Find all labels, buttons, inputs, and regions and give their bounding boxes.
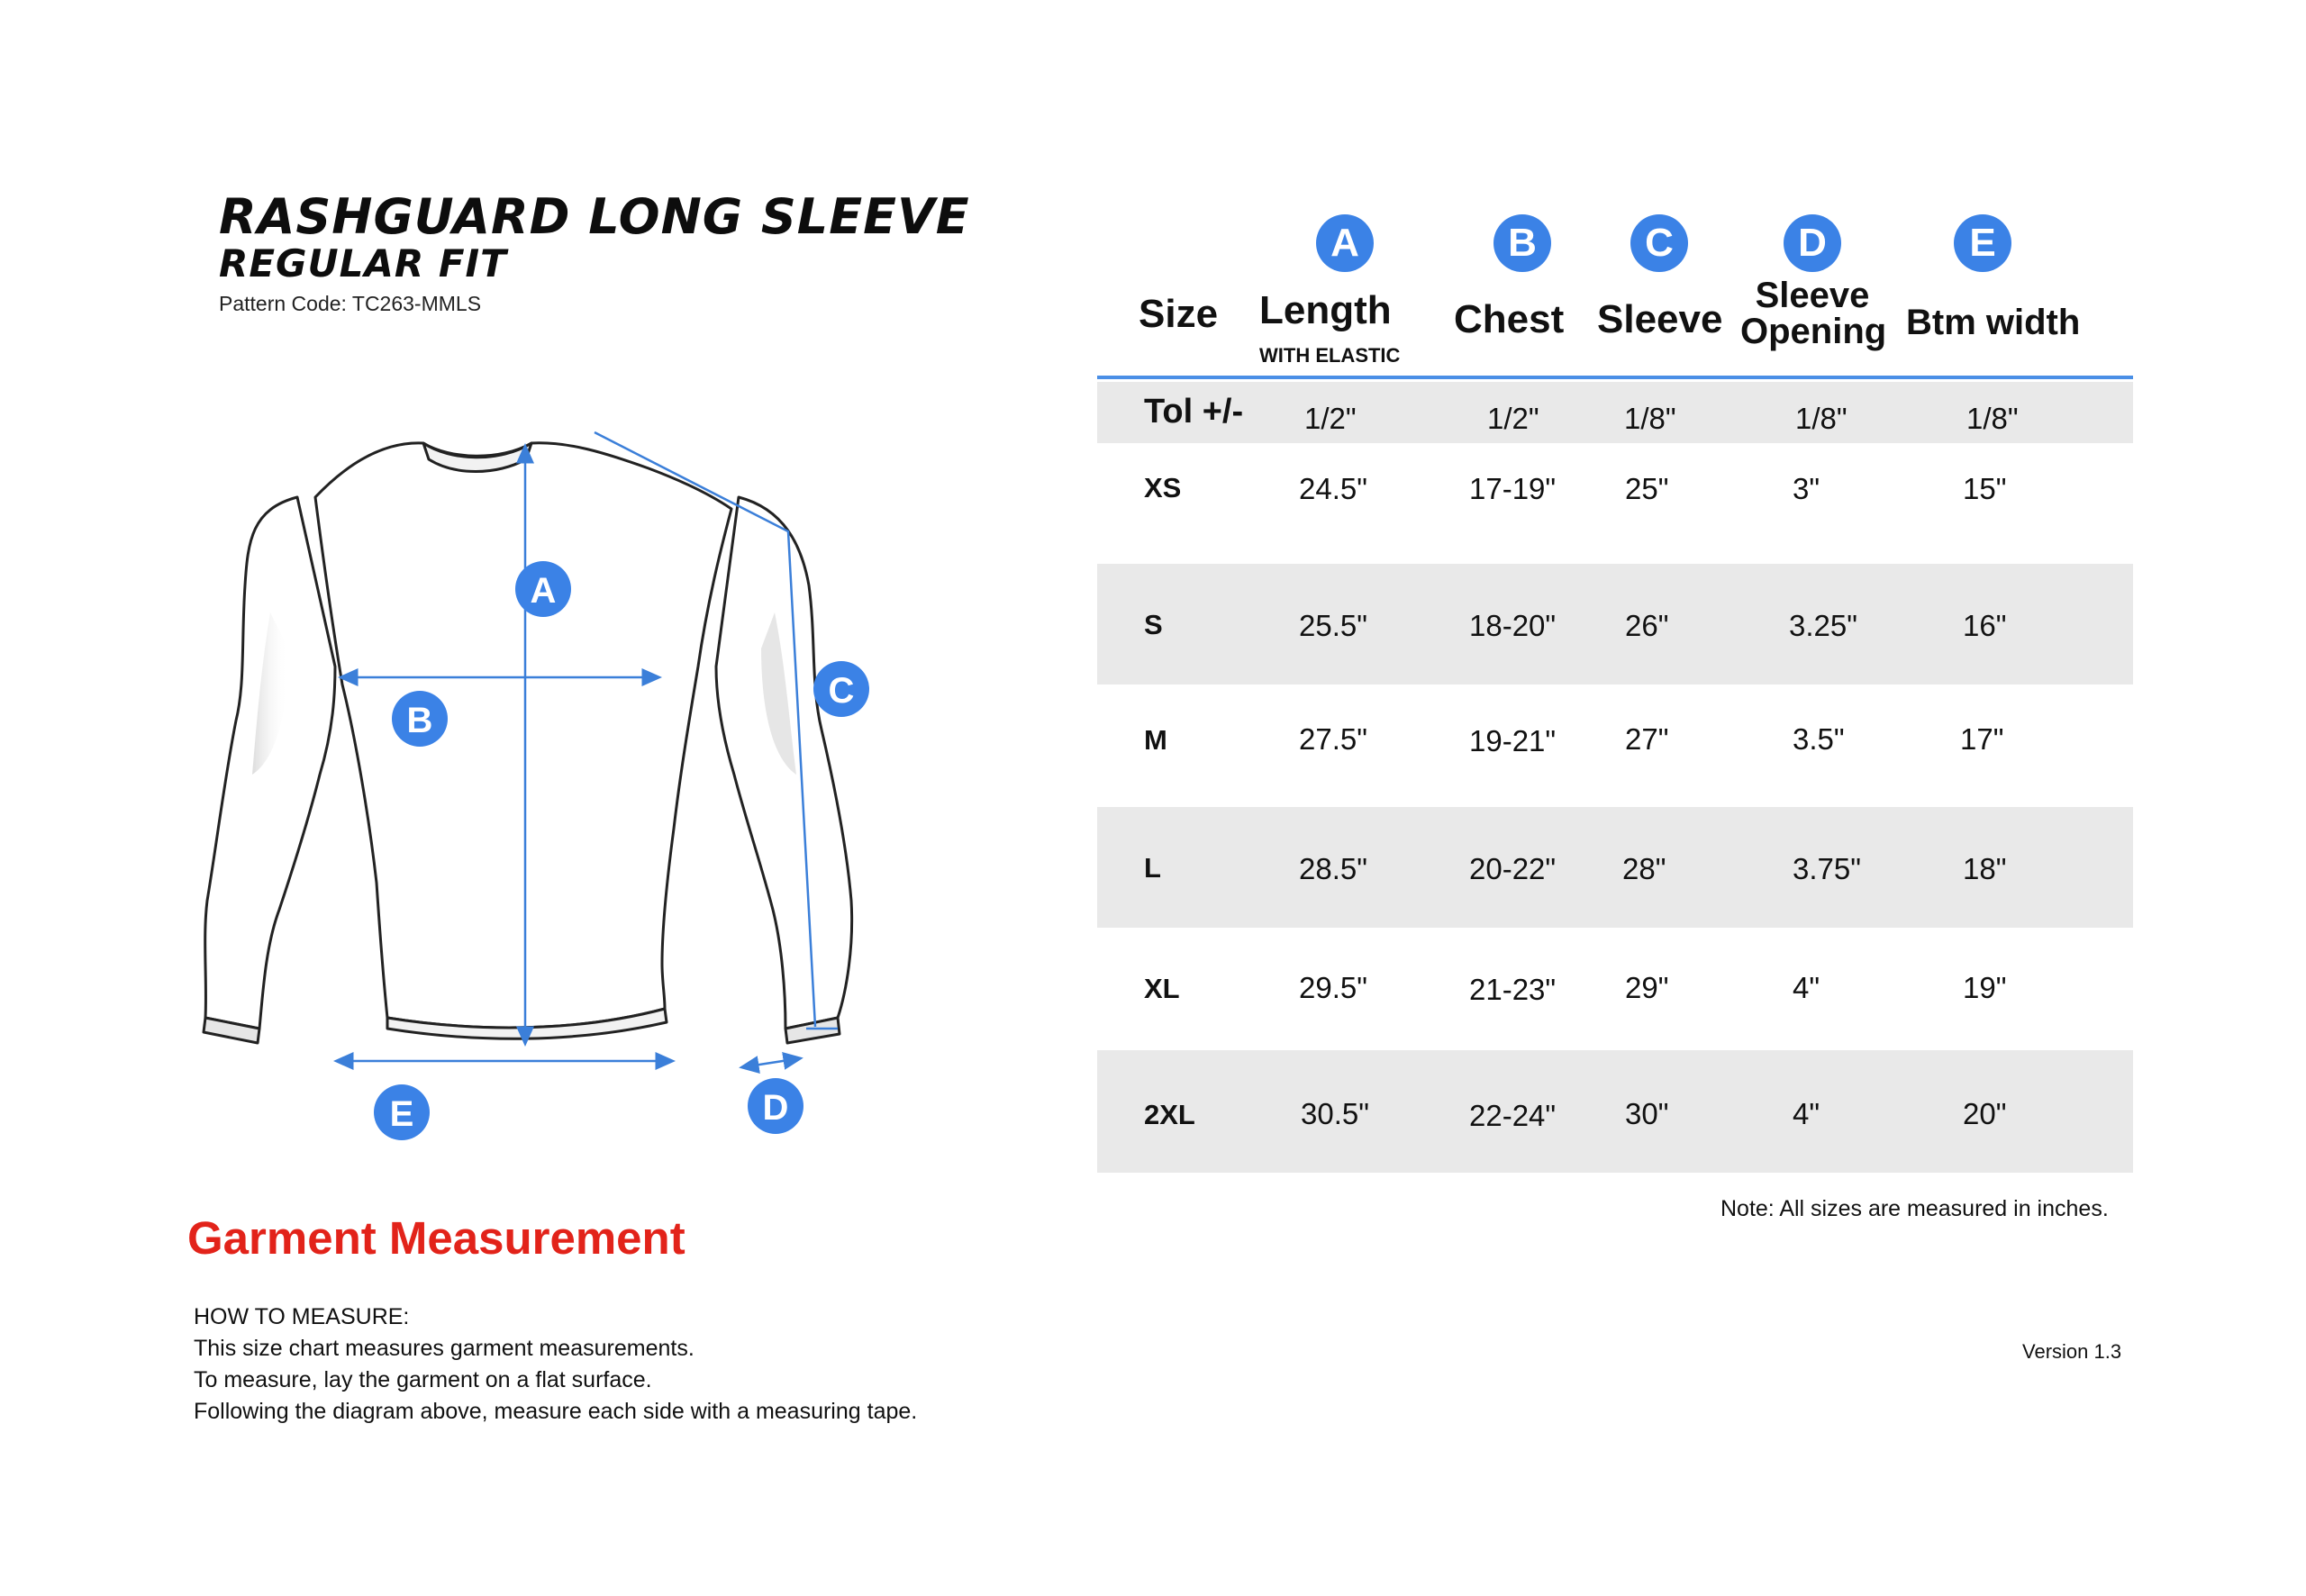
sleeve-value: 28" <box>1622 852 1666 885</box>
howto-line: This size chart measures garment measurements. <box>194 1336 695 1361</box>
header-sleeve-opening-line2: Opening <box>1740 312 1887 351</box>
tolerance-sleeve-opening: 1/8" <box>1795 402 1848 435</box>
sleeve-opening-value: 3.75" <box>1793 852 1861 885</box>
sleeve-value: 27" <box>1625 722 1669 756</box>
length-value: 24.5" <box>1299 472 1367 505</box>
product-title: RASHGUARD LONG SLEEVE <box>219 188 970 245</box>
shirt-outline <box>204 443 852 1043</box>
table-row <box>1097 807 2133 928</box>
chest-value: 21-23" <box>1469 973 1557 1006</box>
measurement-note: Note: All sizes are measured in inches. <box>1720 1196 2109 1221</box>
btm-width-value: 19" <box>1963 971 2007 1004</box>
howto-line: Following the diagram above, measure each side with a measuring tape. <box>194 1399 918 1424</box>
header-size: Size <box>1139 292 1219 336</box>
tolerance-sleeve: 1/8" <box>1624 402 1676 435</box>
badge-d <box>748 1078 803 1134</box>
length-value: 27.5" <box>1299 722 1367 756</box>
header-badge-b: B <box>1493 214 1551 272</box>
garment-diagram <box>180 396 883 1171</box>
sleeve-opening-value: 4" <box>1793 1097 1820 1130</box>
svg-text:C: C <box>828 671 855 711</box>
btm-width-value: 18" <box>1963 852 2007 885</box>
chest-value: 17-19" <box>1469 472 1557 505</box>
table-row <box>1097 928 2133 1050</box>
length-value: 28.5" <box>1299 852 1367 885</box>
size-label: 2XL <box>1144 1099 1195 1130</box>
svg-text:B: B <box>406 701 433 740</box>
header-sleeve-opening-line1: Sleeve <box>1755 276 1870 315</box>
size-label: L <box>1144 852 1161 884</box>
sleeve-opening-value: 3.5" <box>1793 722 1845 756</box>
badge-b <box>392 691 448 747</box>
version-label: Version 1.3 <box>2022 1340 2122 1363</box>
badge-c <box>813 661 869 717</box>
tolerance-chest: 1/2" <box>1487 402 1539 435</box>
size-label: S <box>1144 609 1163 640</box>
header-sleeve: Sleeve <box>1597 297 1723 341</box>
table-row <box>1097 564 2133 685</box>
sleeve-opening-value: 3.25" <box>1789 609 1857 642</box>
header-length: Length <box>1259 288 1392 332</box>
tolerance-label: Tol +/- <box>1144 393 1244 431</box>
header-badge-c: C <box>1630 214 1688 272</box>
length-value: 29.5" <box>1299 971 1367 1004</box>
tolerance-row <box>1097 382 2133 443</box>
garment-measurement-heading: Garment Measurement <box>187 1212 685 1264</box>
sleeve-value: 29" <box>1625 971 1669 1004</box>
header-badge-d: D <box>1784 214 1841 272</box>
btm-width-value: 16" <box>1963 609 2007 642</box>
size-label: XS <box>1144 472 1182 503</box>
table-row <box>1097 685 2133 807</box>
btm-width-value: 20" <box>1963 1097 2007 1130</box>
header-chest: Chest <box>1454 297 1565 341</box>
chest-value: 19-21" <box>1469 724 1557 757</box>
btm-width-value: 17" <box>1960 722 2004 756</box>
header-sleeve-opening <box>1740 276 1887 351</box>
howto-line: HOW TO MEASURE: <box>194 1304 410 1329</box>
svg-text:E: E <box>389 1094 414 1134</box>
badge-e <box>374 1084 430 1140</box>
sleeve-opening-value: 3" <box>1793 472 1820 505</box>
btm-width-value: 15" <box>1963 472 2007 505</box>
size-label: M <box>1144 724 1167 756</box>
sleeve-value: 30" <box>1625 1097 1669 1130</box>
chest-value: 20-22" <box>1469 852 1557 885</box>
table-row <box>1097 443 2133 564</box>
pattern-code: Pattern Code: TC263-MMLS <box>219 292 482 315</box>
header-divider <box>1097 376 2133 379</box>
size-label: XL <box>1144 973 1180 1004</box>
howto-line: To measure, lay the garment on a flat surface. <box>194 1367 652 1392</box>
tolerance-length: 1/2" <box>1304 402 1357 435</box>
header-badge-e: E <box>1954 214 2011 272</box>
length-value: 30.5" <box>1301 1097 1369 1130</box>
length-value: 25.5" <box>1299 609 1367 642</box>
header-btm-width: Btm width <box>1906 303 2081 342</box>
how-to-measure <box>194 1301 917 1428</box>
header-length-sub: WITH ELASTIC <box>1259 344 1401 367</box>
table-row <box>1097 1050 2133 1173</box>
sleeve-value: 26" <box>1625 609 1669 642</box>
chest-value: 18-20" <box>1469 609 1557 642</box>
sleeve-opening-value: 4" <box>1793 971 1820 1004</box>
chest-value: 22-24" <box>1469 1099 1557 1132</box>
tolerance-btm-width: 1/8" <box>1966 402 2019 435</box>
svg-text:A: A <box>530 571 557 611</box>
svg-text:D: D <box>762 1088 789 1128</box>
header-badge-a: A <box>1316 214 1374 272</box>
sleeve-value: 25" <box>1625 472 1669 505</box>
product-fit: REGULAR FIT <box>219 241 507 286</box>
title-block <box>219 188 970 316</box>
badge-a <box>515 561 571 617</box>
